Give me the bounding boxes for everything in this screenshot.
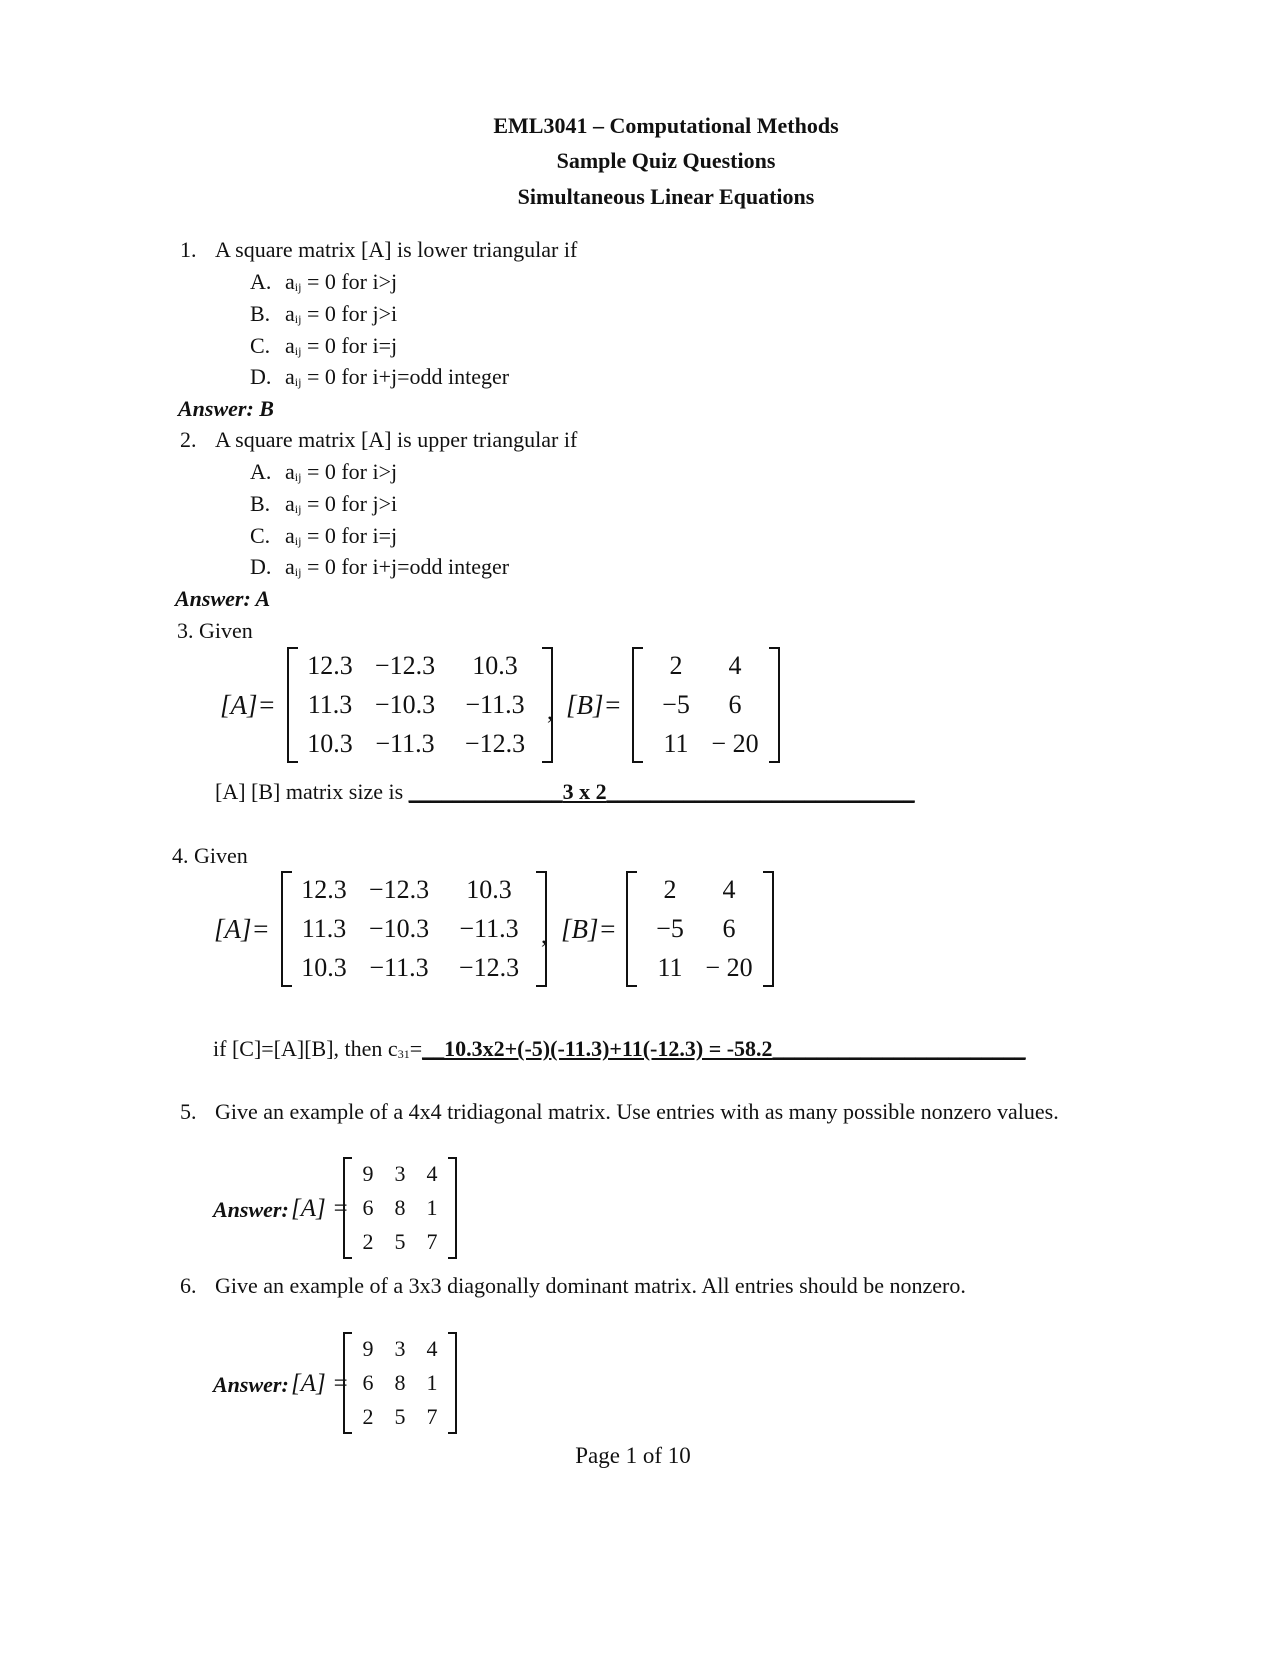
q2-option-c-text: = 0 for i=j <box>301 523 398 548</box>
q1-text: A square matrix [A] is lower triangular if <box>215 237 578 262</box>
element-symbol: a <box>285 301 295 326</box>
element-symbol: a <box>285 364 295 389</box>
q4-prompt-post: = <box>409 1036 423 1061</box>
q4-matrix-a-label: [A]= <box>214 914 270 944</box>
q2-option-b-text: = 0 for j>i <box>301 491 398 516</box>
q2-option-d-text: = 0 for i+j=odd integer <box>301 554 510 579</box>
q2-option-d <box>285 556 509 578</box>
q1-option-a <box>285 271 397 293</box>
element-subscript: ij <box>294 470 302 484</box>
q4-prompt-pre: if [C]=[A][B], then c <box>213 1036 398 1061</box>
q5-text: Give an example of a 4x4 tridiagonal matrix. Use entries with as many possible nonzero values. <box>215 1099 1059 1124</box>
element-subscript: ij <box>294 280 302 294</box>
q3-blank-before: ______________ <box>408 779 563 804</box>
element-subscript: ij <box>294 375 302 389</box>
q1-option-a-text: = 0 for i>j <box>301 269 398 294</box>
q2-option-d-letter: D. <box>250 554 272 579</box>
q6-answer-label: Answer: <box>213 1372 289 1397</box>
document-topic: Simultaneous Linear Equations <box>517 184 815 209</box>
q1-option-b-letter: B. <box>250 301 271 326</box>
q1-option-c-letter: C. <box>250 333 271 358</box>
element-subscript: ij <box>294 312 302 326</box>
q6-text: Give an example of a 3x3 diagonally dominant matrix. All entries should be nonzero. <box>215 1273 966 1298</box>
q1-option-b <box>285 303 397 325</box>
q4-prompt-sub: 31 <box>397 1047 410 1061</box>
element-subscript: ij <box>294 502 302 516</box>
q2-option-c <box>285 525 397 547</box>
element-symbol: a <box>285 523 295 548</box>
q3-label: 3. Given <box>177 618 253 643</box>
q2-option-a <box>285 461 397 483</box>
element-symbol: a <box>285 269 295 294</box>
q3-prompt: [A] [B] matrix size is <box>215 779 409 804</box>
q2-text: A square matrix [A] is upper triangular if <box>215 427 578 452</box>
q2-option-b-letter: B. <box>250 491 271 516</box>
q5-answer-matrix-label: [A] = <box>291 1195 349 1222</box>
element-symbol: a <box>285 554 295 579</box>
q2-answer: Answer: A <box>175 586 271 611</box>
q3-matrix-a: 12.3 −12.3 10.3 11.3 −10.3 −11.3 10.3 −11.3 −12.3 <box>287 647 553 763</box>
element-subscript: ij <box>294 534 302 548</box>
q4-label: 4. Given <box>172 843 248 868</box>
q2-option-b <box>285 493 397 515</box>
q1-option-d <box>285 366 509 388</box>
q3-matrix-a-label: [A]= <box>220 690 276 720</box>
q4-matrix-b: 2 4 −5 6 11 − 20 <box>626 871 774 987</box>
element-subscript: ij <box>294 565 302 579</box>
q2-option-a-letter: A. <box>250 459 272 484</box>
q4-matrix-a: 12.3 −12.3 10.3 11.3 −10.3 −11.3 10.3 −11.3 −12.3 <box>281 871 547 987</box>
q6-answer-matrix-label: [A] = <box>291 1370 349 1397</box>
q3-matrix-b: 2 4 −5 6 11 − 20 <box>632 647 780 763</box>
element-subscript: ij <box>294 344 302 358</box>
element-symbol: a <box>285 459 295 484</box>
q4-matrix-b-label: [B]= <box>561 914 617 944</box>
document-subtitle: Sample Quiz Questions <box>556 148 776 173</box>
q2-option-c-letter: C. <box>250 523 271 548</box>
q1-option-b-text: = 0 for j>i <box>301 301 398 326</box>
q1-option-d-text: = 0 for i+j=odd integer <box>301 364 510 389</box>
q3-prompt-line <box>215 781 915 803</box>
q6-number: 6. <box>180 1273 197 1298</box>
q1-number: 1. <box>180 237 197 262</box>
page-number: Page 1 of 10 <box>575 1443 691 1468</box>
q5-answer-matrix: 9 3 4 6 8 1 2 5 7 <box>343 1157 457 1259</box>
q5-number: 5. <box>180 1099 197 1124</box>
q3-answer: 3 x 2 <box>562 779 607 804</box>
q1-option-c <box>285 335 397 357</box>
q1-answer: Answer: B <box>178 396 274 421</box>
q2-option-a-text: = 0 for i>j <box>301 459 398 484</box>
q4-prompt-line <box>213 1038 1026 1060</box>
q4-blank-after: _______________________ <box>772 1036 1026 1061</box>
element-symbol: a <box>285 491 295 516</box>
element-symbol: a <box>285 333 295 358</box>
q3-blank-after: ____________________________ <box>606 779 915 804</box>
q2-number: 2. <box>180 427 197 452</box>
q3-matrix-b-label: [B]= <box>566 690 622 720</box>
q3-comma: , <box>547 699 553 725</box>
q1-option-a-letter: A. <box>250 269 272 294</box>
q6-answer-matrix: 9 3 4 6 8 1 2 5 7 <box>343 1332 457 1434</box>
q4-comma: , <box>541 923 547 949</box>
document-title: EML3041 – Computational Methods <box>493 113 839 138</box>
q4-answer: __10.3x2+(-5)(-11.3)+11(-12.3) = -58.2 <box>422 1036 773 1061</box>
q5-answer-label: Answer: <box>213 1197 289 1222</box>
q1-option-d-letter: D. <box>250 364 272 389</box>
q1-option-c-text: = 0 for i=j <box>301 333 398 358</box>
